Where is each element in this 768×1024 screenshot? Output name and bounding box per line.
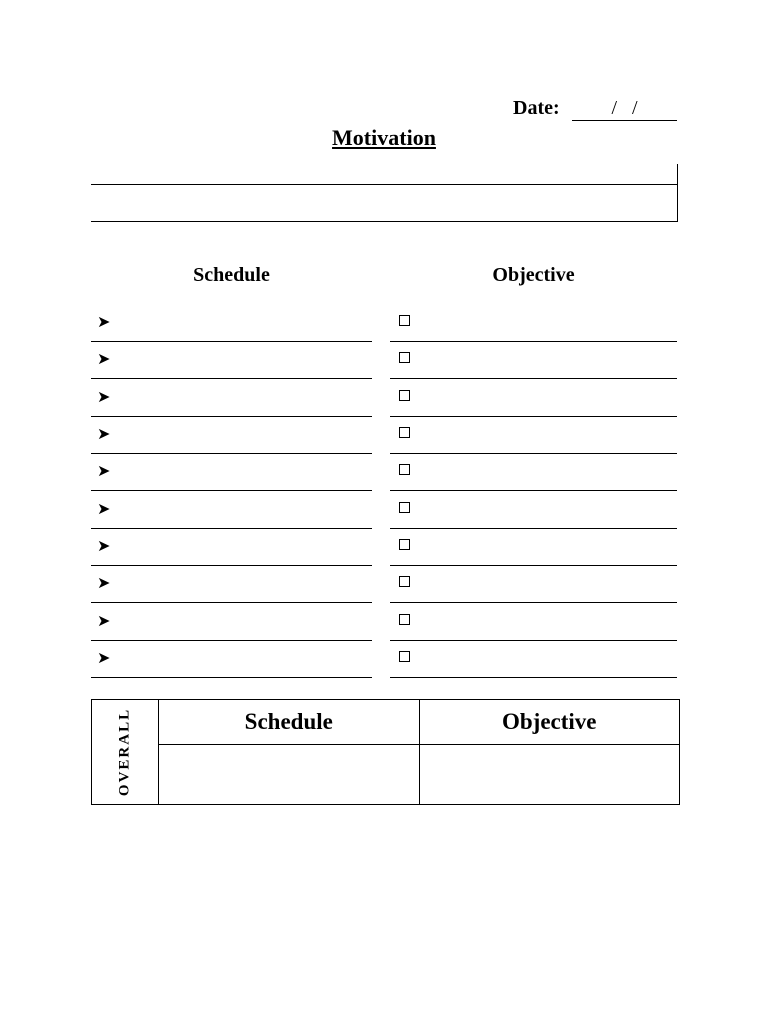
objective-item[interactable]	[390, 343, 677, 379]
empty-checkbox-icon[interactable]	[399, 390, 410, 401]
schedule-item[interactable]	[91, 455, 372, 491]
schedule-list	[91, 306, 372, 679]
empty-checkbox-icon[interactable]	[399, 614, 410, 625]
empty-checkbox-icon[interactable]	[399, 576, 410, 587]
date-label: Date:	[513, 97, 560, 119]
schedule-item[interactable]	[91, 381, 372, 417]
objective-item[interactable]	[390, 455, 677, 491]
arrowhead-bullet-icon: ➤	[97, 386, 111, 406]
objective-item[interactable]	[390, 530, 677, 566]
motivation-line	[91, 184, 677, 185]
empty-checkbox-icon[interactable]	[399, 464, 410, 475]
overall-schedule-header: Schedule	[159, 700, 420, 745]
arrowhead-bullet-icon: ➤	[97, 312, 111, 331]
schedule-item[interactable]	[91, 418, 372, 454]
objective-item[interactable]	[390, 605, 677, 641]
overall-side-label: OVERALL	[116, 707, 133, 797]
objective-item[interactable]	[390, 306, 677, 342]
schedule-item[interactable]	[91, 567, 372, 603]
overall-objective-field[interactable]	[419, 745, 680, 805]
arrowhead-bullet-icon: ➤	[97, 610, 111, 630]
objective-item[interactable]	[390, 493, 677, 529]
overall-objective-header: Objective	[419, 700, 680, 745]
empty-checkbox-icon[interactable]	[399, 651, 410, 662]
overall-table	[91, 699, 680, 805]
empty-checkbox-icon[interactable]	[399, 502, 410, 513]
objective-item[interactable]	[390, 567, 677, 603]
empty-checkbox-icon[interactable]	[399, 352, 410, 363]
date-field[interactable]: / /	[572, 96, 677, 121]
motivation-box[interactable]	[91, 164, 678, 222]
objective-item[interactable]	[390, 418, 677, 454]
arrowhead-bullet-icon: ➤	[97, 461, 111, 481]
objective-item[interactable]	[390, 642, 677, 678]
objective-heading: Objective	[492, 264, 575, 286]
arrowhead-bullet-icon: ➤	[97, 535, 111, 555]
arrowhead-bullet-icon: ➤	[97, 423, 111, 443]
objective-list	[390, 306, 677, 679]
schedule-item[interactable]	[91, 343, 372, 379]
arrowhead-bullet-icon: ➤	[97, 647, 111, 667]
schedule-item[interactable]	[91, 530, 372, 566]
arrowhead-bullet-icon: ➤	[97, 349, 111, 369]
objective-item[interactable]	[390, 381, 677, 417]
empty-checkbox-icon[interactable]	[399, 539, 410, 550]
schedule-item[interactable]	[91, 493, 372, 529]
arrowhead-bullet-icon: ➤	[97, 498, 111, 518]
page-title: Motivation	[332, 125, 436, 150]
schedule-heading: Schedule	[193, 264, 270, 286]
empty-checkbox-icon[interactable]	[399, 315, 410, 326]
empty-checkbox-icon[interactable]	[399, 427, 410, 438]
schedule-item[interactable]	[91, 605, 372, 641]
overall-side-cell	[92, 700, 159, 805]
overall-schedule-field[interactable]	[159, 745, 420, 805]
schedule-item[interactable]	[91, 306, 372, 342]
schedule-item[interactable]	[91, 642, 372, 678]
arrowhead-bullet-icon: ➤	[97, 573, 111, 593]
